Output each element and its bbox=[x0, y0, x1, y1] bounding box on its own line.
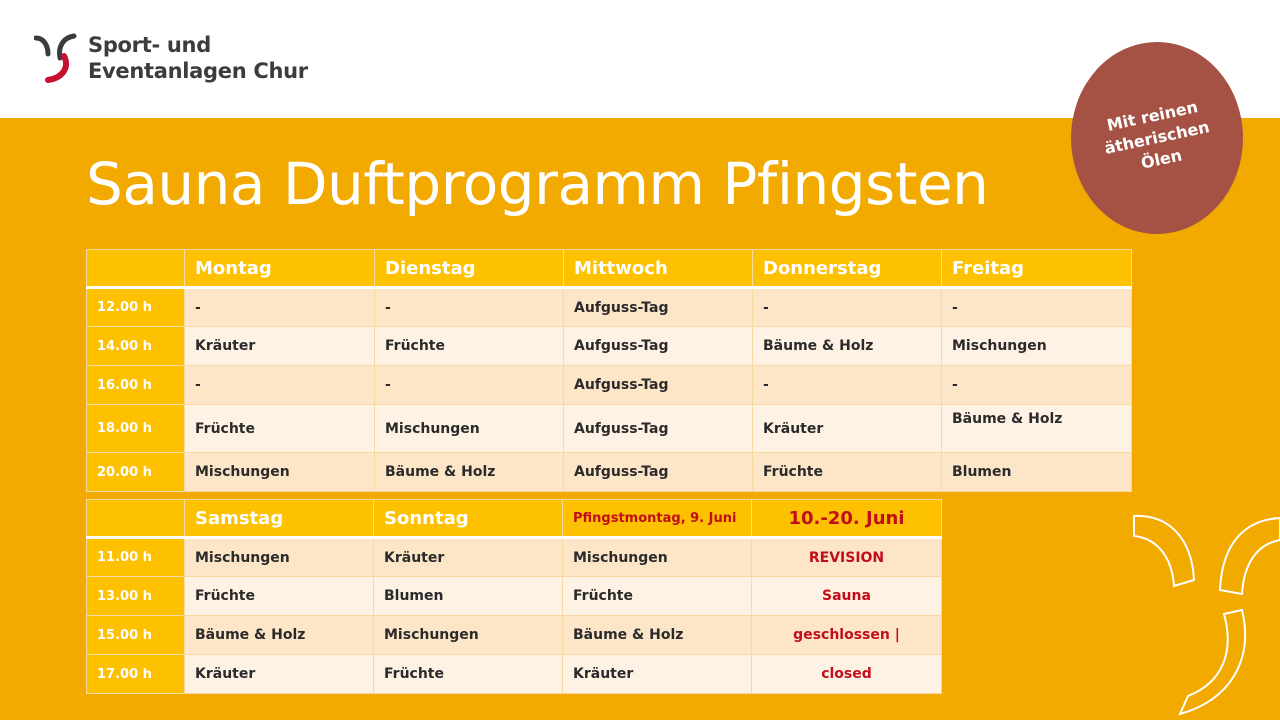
badge-text: Mit reinen ätherischen Ölen bbox=[1102, 97, 1212, 173]
table-cell: - bbox=[375, 366, 564, 405]
table-row bbox=[87, 453, 1132, 492]
closure-period-header: 10.-20. Juni bbox=[752, 500, 942, 538]
table-cell: Früchte bbox=[185, 577, 374, 616]
day-header-monday: Montag bbox=[185, 250, 375, 288]
table-cell: Früchte bbox=[185, 405, 375, 453]
table-cell: Aufguss-Tag bbox=[564, 453, 753, 492]
table-cell: Aufguss-Tag bbox=[564, 288, 753, 327]
time-cell: 16.00 h bbox=[87, 366, 185, 405]
table-cell: Mischungen bbox=[185, 538, 374, 577]
table-row bbox=[87, 288, 1132, 327]
day-header-tuesday: Dienstag bbox=[375, 250, 564, 288]
decorative-swirl-icon bbox=[1130, 510, 1280, 720]
brand-name bbox=[88, 32, 308, 84]
time-cell: 12.00 h bbox=[87, 288, 185, 327]
essential-oils-badge bbox=[1071, 42, 1243, 234]
day-header-saturday: Samstag bbox=[185, 500, 374, 538]
time-cell: 13.00 h bbox=[87, 577, 185, 616]
table-cell: Früchte bbox=[374, 655, 563, 694]
page-title: Sauna Duftprogramm Pfingsten bbox=[86, 150, 989, 218]
table-cell: Bäume & Holz bbox=[753, 327, 942, 366]
brand-logo[interactable] bbox=[34, 32, 308, 84]
table-cell: Kräuter bbox=[753, 405, 942, 453]
day-header-wednesday: Mittwoch bbox=[564, 250, 753, 288]
table-cell: - bbox=[185, 288, 375, 327]
table-cell: Bäume & Holz bbox=[563, 616, 752, 655]
table-header-row bbox=[87, 500, 942, 538]
table-header-row bbox=[87, 250, 1132, 288]
table-cell: Früchte bbox=[375, 327, 564, 366]
time-header bbox=[87, 500, 185, 538]
table-cell: - bbox=[753, 366, 942, 405]
weekend-schedule-table bbox=[86, 499, 942, 694]
table-row bbox=[87, 655, 942, 694]
closure-cell: geschlossen | bbox=[752, 616, 942, 655]
weekday-schedule-table bbox=[86, 249, 1132, 492]
table-cell: Blumen bbox=[374, 577, 563, 616]
closure-cell: closed bbox=[752, 655, 942, 694]
table-cell: Mischungen bbox=[185, 453, 375, 492]
table-cell: Mischungen bbox=[375, 405, 564, 453]
closure-cell: REVISION bbox=[752, 538, 942, 577]
table-cell: Früchte bbox=[753, 453, 942, 492]
table-cell: Mischungen bbox=[563, 538, 752, 577]
table-cell: Blumen bbox=[942, 453, 1132, 492]
table-row bbox=[87, 405, 1132, 453]
time-cell: 17.00 h bbox=[87, 655, 185, 694]
brand-line-1: Sport- und bbox=[88, 33, 211, 57]
time-cell: 11.00 h bbox=[87, 538, 185, 577]
day-header-whit-monday: Pfingstmontag, 9. Juni bbox=[563, 500, 752, 538]
table-row bbox=[87, 366, 1132, 405]
day-header-friday: Freitag bbox=[942, 250, 1132, 288]
table-cell: Kräuter bbox=[563, 655, 752, 694]
swirl-logo-icon bbox=[34, 32, 78, 84]
table-cell: Kräuter bbox=[374, 538, 563, 577]
time-cell: 15.00 h bbox=[87, 616, 185, 655]
table-cell: Mischungen bbox=[374, 616, 563, 655]
table-row bbox=[87, 538, 942, 577]
table-cell: - bbox=[942, 366, 1132, 405]
table-cell: Kräuter bbox=[185, 655, 374, 694]
table-cell: Aufguss-Tag bbox=[564, 366, 753, 405]
table-row bbox=[87, 616, 942, 655]
table-cell: Früchte bbox=[563, 577, 752, 616]
time-header bbox=[87, 250, 185, 288]
table-cell: Mischungen bbox=[942, 327, 1132, 366]
table-row bbox=[87, 577, 942, 616]
table-cell: - bbox=[942, 288, 1132, 327]
table-cell: Aufguss-Tag bbox=[564, 327, 753, 366]
table-cell: - bbox=[185, 366, 375, 405]
table-cell: Aufguss-Tag bbox=[564, 405, 753, 453]
day-header-thursday: Donnerstag bbox=[753, 250, 942, 288]
table-cell: - bbox=[375, 288, 564, 327]
table-cell: Bäume & Holz bbox=[185, 616, 374, 655]
table-cell: Bäume & Holz bbox=[375, 453, 564, 492]
table-cell: - bbox=[753, 288, 942, 327]
time-cell: 20.00 h bbox=[87, 453, 185, 492]
table-cell: Bäume & Holz bbox=[942, 405, 1132, 453]
day-header-sunday: Sonntag bbox=[374, 500, 563, 538]
brand-line-2: Eventanlagen Chur bbox=[88, 59, 308, 83]
table-row bbox=[87, 327, 1132, 366]
time-cell: 18.00 h bbox=[87, 405, 185, 453]
time-cell: 14.00 h bbox=[87, 327, 185, 366]
closure-cell: Sauna bbox=[752, 577, 942, 616]
table-cell: Kräuter bbox=[185, 327, 375, 366]
